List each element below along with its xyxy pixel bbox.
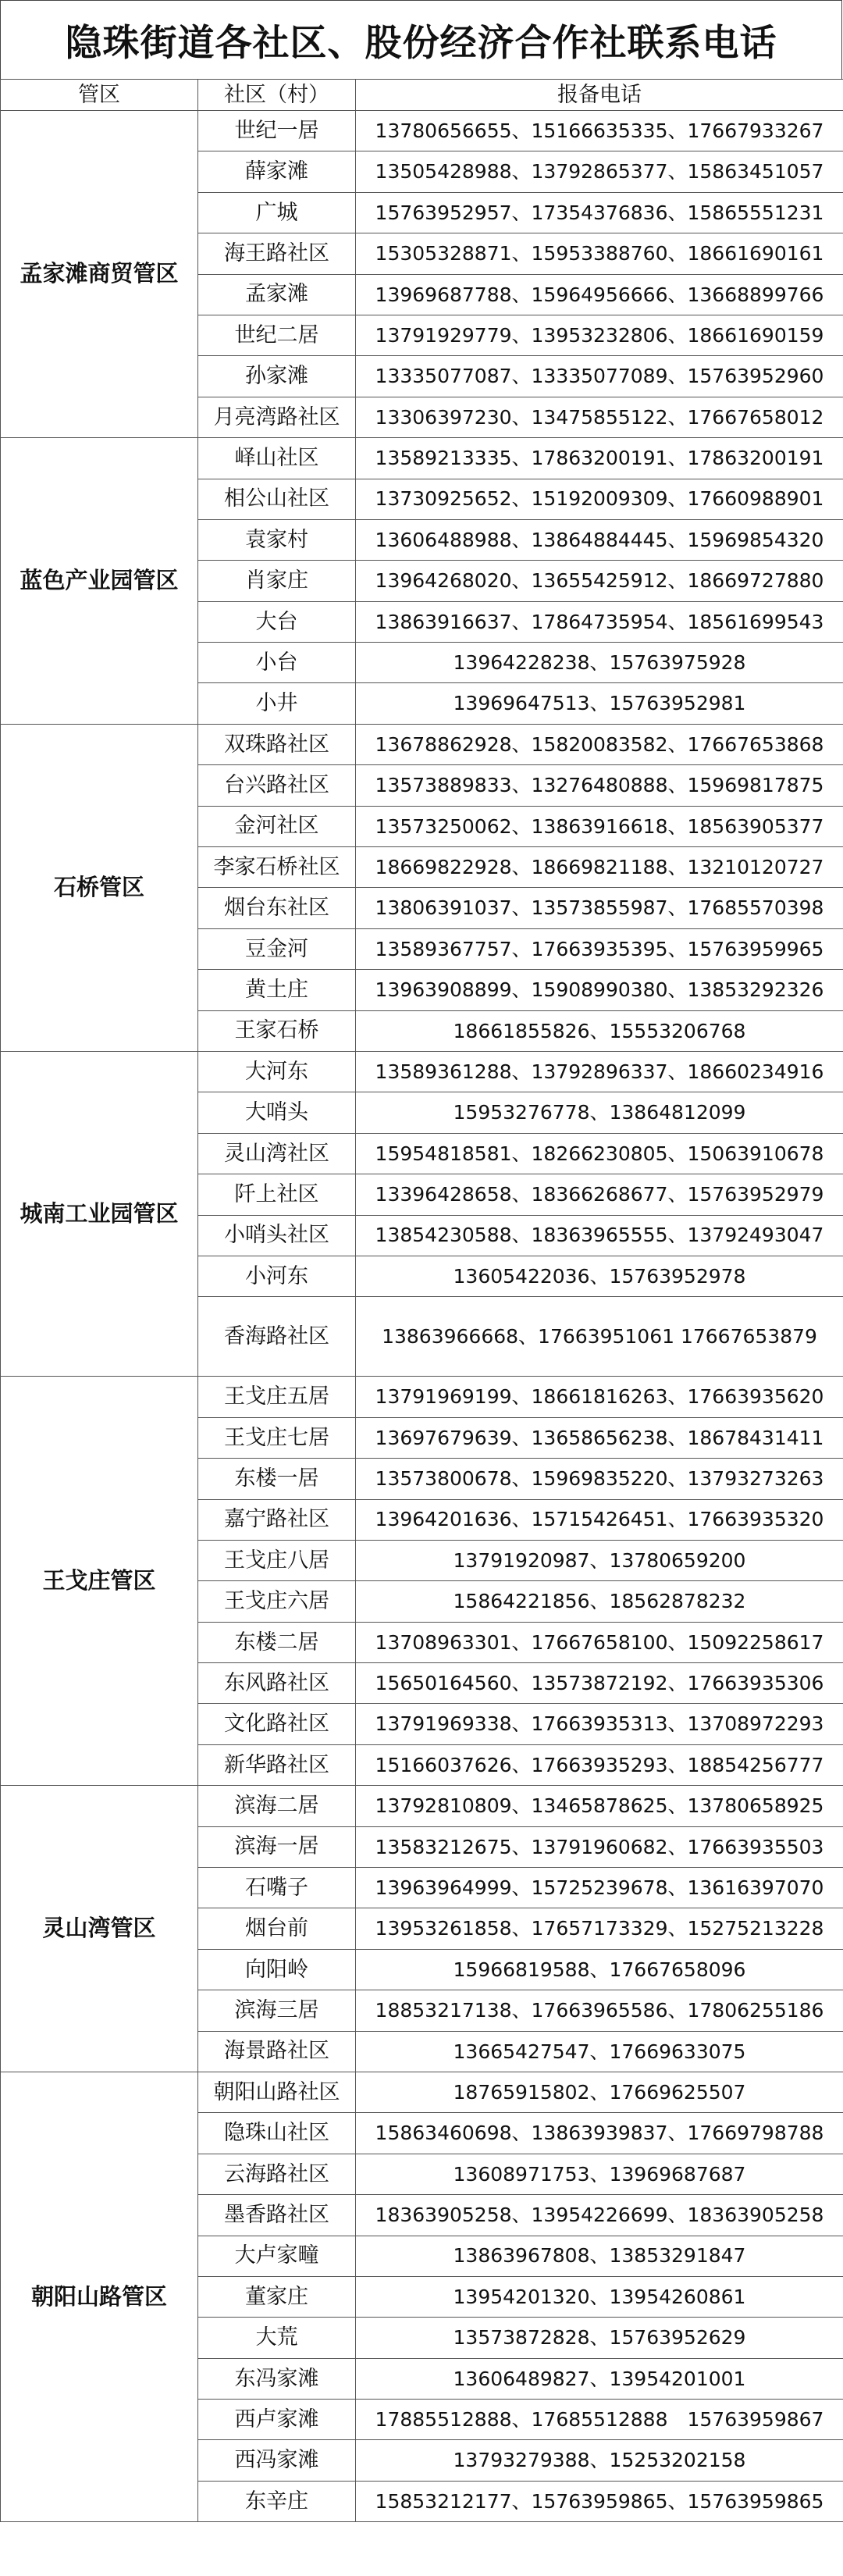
phone-cell: 13608971753、13969687687 xyxy=(356,2154,843,2194)
phone-cell: 13306397230、13475855122、17667658012 xyxy=(356,397,843,437)
community-cell: 孟家滩 xyxy=(198,274,356,315)
community-cell: 香海路社区 xyxy=(198,1297,356,1377)
community-cell: 肖家庄 xyxy=(198,561,356,601)
phone-cell: 13573872828、15763952629 xyxy=(356,2318,843,2358)
phone-cell: 15763952957、17354376836、15865551231 xyxy=(356,192,843,233)
district-cell: 朝阳山路管区 xyxy=(1,2072,198,2521)
table-row xyxy=(1,724,843,764)
community-cell: 文化路社区 xyxy=(198,1704,356,1744)
page-title: 隐珠街道各社区、股份经济合作社联系电话 xyxy=(0,0,842,80)
phone-cell: 13589367757、17663935395、15763959965 xyxy=(356,928,843,969)
community-cell: 相公山社区 xyxy=(198,479,356,519)
table-row xyxy=(1,1377,843,1417)
district-cell: 王戈庄管区 xyxy=(1,1377,198,1786)
table-row xyxy=(1,1051,843,1092)
community-cell: 东楼二居 xyxy=(198,1622,356,1662)
district-cell: 城南工业园管区 xyxy=(1,1051,198,1376)
district-cell: 孟家滩商贸管区 xyxy=(1,111,198,438)
community-cell: 西冯家滩 xyxy=(198,2440,356,2481)
community-cell: 阡上社区 xyxy=(198,1174,356,1215)
phone-cell: 18765915802、17669625507 xyxy=(356,2072,843,2112)
table-row xyxy=(1,2072,843,2112)
community-cell: 新华路社区 xyxy=(198,1744,356,1785)
community-cell: 董家庄 xyxy=(198,2276,356,2317)
community-cell: 黄土庄 xyxy=(198,970,356,1010)
community-cell: 台兴路社区 xyxy=(198,765,356,806)
phone-cell: 13697679639、13658656238、18678431411 xyxy=(356,1417,843,1458)
district-cell: 石桥管区 xyxy=(1,724,198,1051)
phone-text: 13863966668、17663951061 17667653879 xyxy=(382,1324,817,1348)
community-cell: 大哨头 xyxy=(198,1092,356,1133)
community-cell: 大卢家疃 xyxy=(198,2236,356,2276)
phone-cell: 15650164560、13573872192、17663935306 xyxy=(356,1663,843,1704)
phone-cell: 18853217138、17663965586、17806255186 xyxy=(356,1990,843,2031)
phone-cell: 13969647513、15763952981 xyxy=(356,683,843,724)
header-row xyxy=(1,80,843,111)
community-cell: 烟台前 xyxy=(198,1908,356,1949)
phone-cell: 15954818581、18266230805、15063910678 xyxy=(356,1133,843,1174)
phone-cell: 13969687788、15964956666、13668899766 xyxy=(356,274,843,315)
phone-cell: 18661855826、15553206768 xyxy=(356,1010,843,1051)
phone-cell: 13605422036、15763952978 xyxy=(356,1256,843,1296)
community-cell: 滨海二居 xyxy=(198,1786,356,1826)
community-cell: 王家石桥 xyxy=(198,1010,356,1051)
community-cell: 王戈庄六居 xyxy=(198,1581,356,1622)
community-cell: 东楼一居 xyxy=(198,1459,356,1499)
community-cell: 云海路社区 xyxy=(198,2154,356,2194)
community-cell: 峄山社区 xyxy=(198,438,356,479)
community-cell: 小井 xyxy=(198,683,356,724)
community-cell: 袁家村 xyxy=(198,519,356,560)
phone-cell: 13964201636、15715426451、17663935320 xyxy=(356,1499,843,1540)
phone-cell: 13665427547、17669633075 xyxy=(356,2031,843,2072)
district-cell: 灵山湾管区 xyxy=(1,1786,198,2072)
community-cell: 海王路社区 xyxy=(198,233,356,274)
community-cell: 海景路社区 xyxy=(198,2031,356,2072)
community-cell: 王戈庄五居 xyxy=(198,1377,356,1417)
phone-cell: 13963908899、15908990380、13853292326 xyxy=(356,970,843,1010)
community-cell: 东辛庄 xyxy=(198,2481,356,2521)
phone-cell: 13678862928、15820083582、17667653868 xyxy=(356,724,843,764)
phone-cell: 15953276778、13864812099 xyxy=(356,1092,843,1133)
community-cell: 滨海一居 xyxy=(198,1826,356,1867)
phone-cell: 13780656655、15166635335、17667933267 xyxy=(356,111,843,151)
phone-cell: 13606488988、13864884445、15969854320 xyxy=(356,519,843,560)
phone-cell: 13573250062、13863916618、18563905377 xyxy=(356,806,843,846)
phone-cell xyxy=(356,1297,843,1377)
community-cell: 向阳岭 xyxy=(198,1949,356,1990)
header-phones: 报备电话 xyxy=(356,80,843,111)
phone-cell: 15305328871、15953388760、18661690161 xyxy=(356,233,843,274)
phone-cell: 17885512888、17685512888 15763959867 xyxy=(356,2400,843,2440)
community-cell: 朝阳山路社区 xyxy=(198,2072,356,2112)
phone-cell: 13589213335、17863200191、17863200191 xyxy=(356,438,843,479)
phone-cell: 13791929779、13953232806、18661690159 xyxy=(356,315,843,355)
phone-cell: 13583212675、13791960682、17663935503 xyxy=(356,1826,843,1867)
header-community: 社区（村） xyxy=(198,80,356,111)
phone-cell: 15863460698、13863939837、17669798788 xyxy=(356,2113,843,2154)
community-cell: 广城 xyxy=(198,192,356,233)
community-cell: 烟台东社区 xyxy=(198,888,356,928)
phone-cell: 13792810809、13465878625、13780658925 xyxy=(356,1786,843,1826)
table-row xyxy=(1,438,843,479)
community-cell: 王戈庄七居 xyxy=(198,1417,356,1458)
header-district: 管区 xyxy=(1,80,198,111)
community-cell: 墨香路社区 xyxy=(198,2195,356,2236)
community-cell: 王戈庄八居 xyxy=(198,1540,356,1580)
phone-cell: 13396428658、18366268677、15763952979 xyxy=(356,1174,843,1215)
community-cell: 隐珠山社区 xyxy=(198,2113,356,2154)
community-cell: 豆金河 xyxy=(198,928,356,969)
phone-cell: 13505428988、13792865377、15863451057 xyxy=(356,151,843,192)
community-cell: 滨海三居 xyxy=(198,1990,356,2031)
table-row xyxy=(1,111,843,151)
community-cell: 孙家滩 xyxy=(198,356,356,397)
phone-cell: 13793279388、15253202158 xyxy=(356,2440,843,2481)
phone-cell: 13791920987、13780659200 xyxy=(356,1540,843,1580)
phone-cell: 13806391037、13573855987、17685570398 xyxy=(356,888,843,928)
community-cell: 大荒 xyxy=(198,2318,356,2358)
phone-cell: 13573889833、13276480888、15969817875 xyxy=(356,765,843,806)
community-cell: 嘉宁路社区 xyxy=(198,1499,356,1540)
phone-cell: 15966819588、17667658096 xyxy=(356,1949,843,1990)
phone-cell: 13791969199、18661816263、17663935620 xyxy=(356,1377,843,1417)
phone-cell: 13964228238、15763975928 xyxy=(356,643,843,683)
table-row xyxy=(1,1786,843,1826)
community-cell: 月亮湾路社区 xyxy=(198,397,356,437)
community-cell: 李家石桥社区 xyxy=(198,847,356,888)
phone-cell: 13953261858、17657173329、15275213228 xyxy=(356,1908,843,1949)
phone-cell: 13854230588、18363965555、13792493047 xyxy=(356,1215,843,1256)
table-body xyxy=(1,111,843,2522)
community-cell: 小哨头社区 xyxy=(198,1215,356,1256)
phone-cell: 13791969338、17663935313、13708972293 xyxy=(356,1704,843,1744)
phone-cell: 13730925652、15192009309、17660988901 xyxy=(356,479,843,519)
community-cell: 灵山湾社区 xyxy=(198,1133,356,1174)
phone-cell: 13335077087、13335077089、15763952960 xyxy=(356,356,843,397)
community-cell: 石嘴子 xyxy=(198,1868,356,1908)
phone-cell: 13863916637、17864735954、18561699543 xyxy=(356,601,843,642)
phone-cell: 15864221856、18562878232 xyxy=(356,1581,843,1622)
phone-cell: 13708963301、17667658100、15092258617 xyxy=(356,1622,843,1662)
phone-cell: 13589361288、13792896337、18660234916 xyxy=(356,1051,843,1092)
community-cell: 西卢家滩 xyxy=(198,2400,356,2440)
phone-cell: 15166037626、17663935293、18854256777 xyxy=(356,1744,843,1785)
phone-cell: 13963964999、15725239678、13616397070 xyxy=(356,1868,843,1908)
phone-cell: 13954201320、13954260861 xyxy=(356,2276,843,2317)
community-cell: 大河东 xyxy=(198,1051,356,1092)
phone-cell: 15853212177、15763959865、15763959865 xyxy=(356,2481,843,2521)
community-cell: 大台 xyxy=(198,601,356,642)
phone-cell: 13573800678、15969835220、13793273263 xyxy=(356,1459,843,1499)
phone-cell: 13606489827、13954201001 xyxy=(356,2358,843,2399)
phone-cell: 18363905258、13954226699、18363905258 xyxy=(356,2195,843,2236)
community-cell: 东风路社区 xyxy=(198,1663,356,1704)
phone-cell: 18669822928、18669821188、13210120727 xyxy=(356,847,843,888)
community-cell: 双珠路社区 xyxy=(198,724,356,764)
contact-table xyxy=(0,79,843,2522)
phone-cell: 13964268020、13655425912、18669727880 xyxy=(356,561,843,601)
community-cell: 世纪一居 xyxy=(198,111,356,151)
community-cell: 薛家滩 xyxy=(198,151,356,192)
community-cell: 金河社区 xyxy=(198,806,356,846)
district-cell: 蓝色产业园管区 xyxy=(1,438,198,725)
community-cell: 小河东 xyxy=(198,1256,356,1296)
phone-cell: 13863967808、13853291847 xyxy=(356,2236,843,2276)
community-cell: 世纪二居 xyxy=(198,315,356,355)
community-cell: 东冯家滩 xyxy=(198,2358,356,2399)
community-cell: 小台 xyxy=(198,643,356,683)
